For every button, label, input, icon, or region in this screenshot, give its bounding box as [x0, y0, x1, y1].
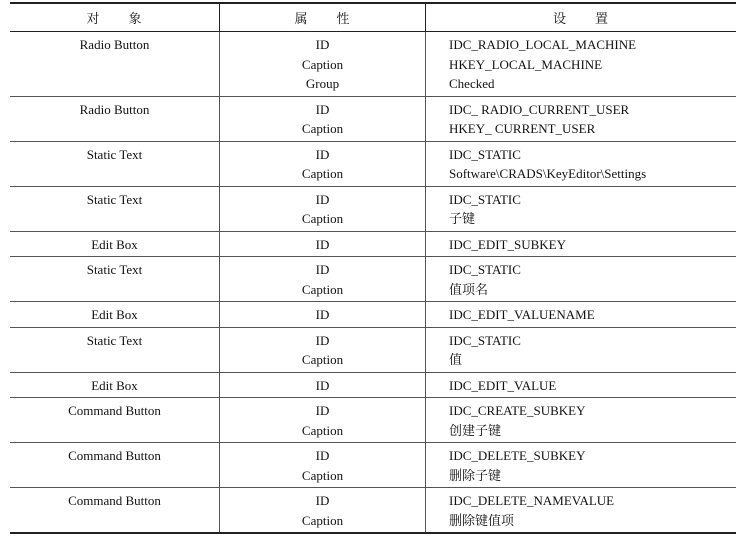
object-cell: [10, 443, 220, 488]
attribute-cell: [220, 257, 426, 302]
attribute-cell: [220, 186, 426, 231]
header-attribute: 属 性: [220, 3, 426, 32]
attribute-cell: [220, 231, 426, 257]
attribute-cell: [220, 32, 426, 97]
attribute-name: ID: [315, 448, 330, 463]
setting-cell: [426, 96, 737, 141]
attribute-name: ID: [315, 377, 330, 393]
attribute-name: Caption: [301, 281, 344, 297]
setting-cell: [426, 231, 737, 257]
object-name: Static Text: [86, 262, 143, 277]
object-cell: [10, 141, 220, 186]
attribute-name: Caption: [301, 211, 344, 226]
attribute-cell: [220, 327, 426, 372]
attribute-cell: [220, 302, 426, 328]
setting-value: IDC_STATIC: [449, 332, 521, 348]
setting-value: IDC_STATIC: [449, 262, 521, 277]
table-row: [10, 488, 736, 534]
setting-value: HKEY_LOCAL_MACHINE: [449, 56, 603, 72]
attribute-name: ID: [315, 236, 330, 252]
setting-cell: [426, 141, 737, 186]
attribute-name: ID: [315, 307, 330, 322]
setting-value: Checked: [449, 76, 495, 91]
setting-cell: [426, 443, 737, 488]
attribute-name: Caption: [301, 422, 344, 438]
object-cell: [10, 186, 220, 231]
attribute-name: Caption: [301, 512, 344, 528]
setting-cell: [426, 257, 737, 302]
setting-value: IDC_DELETE_SUBKEY: [449, 448, 586, 463]
header-row: [10, 3, 736, 32]
table-row: [10, 443, 736, 488]
object-name: Radio Button: [79, 37, 150, 52]
table-body: [10, 32, 736, 534]
object-name: Radio Button: [79, 101, 150, 117]
attribute-name: ID: [315, 146, 330, 162]
table-header: [10, 3, 736, 32]
setting-value: IDC_STATIC: [449, 191, 521, 207]
table-row: [10, 398, 736, 443]
header-object: 对 象: [10, 3, 220, 32]
table-row: [10, 372, 736, 398]
object-name: Command Button: [68, 403, 161, 418]
object-name: Static Text: [86, 146, 143, 162]
setting-value: IDC_EDIT_SUBKEY: [449, 236, 566, 252]
attribute-name: ID: [315, 493, 330, 508]
setting-value: 值项名: [449, 281, 489, 297]
setting-value: IDC_STATIC: [449, 146, 521, 162]
table-row: [10, 327, 736, 372]
control-settings-table-container: [10, 2, 736, 534]
setting-cell: [426, 302, 737, 328]
object-cell: [10, 327, 220, 372]
attribute-name: ID: [315, 403, 330, 418]
object-cell: [10, 257, 220, 302]
object-cell: [10, 32, 220, 97]
setting-cell: [426, 186, 737, 231]
object-name: Static Text: [86, 332, 143, 348]
attribute-name: Caption: [301, 166, 344, 181]
attribute-name: ID: [315, 37, 330, 52]
attribute-cell: [220, 96, 426, 141]
setting-value: IDC_ RADIO_CURRENT_USER: [449, 101, 630, 117]
table-row: [10, 141, 736, 186]
object-cell: [10, 372, 220, 398]
attribute-name: ID: [315, 332, 330, 348]
setting-value: 删除键值项: [449, 512, 515, 528]
setting-value: IDC_RADIO_LOCAL_MACHINE: [449, 37, 637, 52]
object-cell: [10, 398, 220, 443]
attribute-cell: [220, 443, 426, 488]
setting-value: Software\CRADS\KeyEditor\Settings: [449, 166, 647, 181]
setting-value: 子键: [449, 211, 476, 226]
attribute-cell: [220, 141, 426, 186]
table-row: [10, 302, 736, 328]
object-cell: [10, 96, 220, 141]
object-name: Edit Box: [91, 307, 138, 322]
attribute-cell: [220, 372, 426, 398]
attribute-name: ID: [315, 262, 330, 277]
attribute-name: Group: [305, 76, 340, 91]
object-name: Static Text: [86, 191, 143, 207]
attribute-name: Caption: [301, 121, 344, 136]
object-name: Command Button: [68, 448, 161, 463]
control-settings-table: [10, 2, 736, 534]
setting-cell: [426, 32, 737, 97]
attribute-cell: [220, 488, 426, 534]
attribute-name: Caption: [301, 56, 344, 72]
table-row: [10, 231, 736, 257]
object-cell: [10, 302, 220, 328]
table-row: [10, 257, 736, 302]
attribute-name: Caption: [301, 352, 344, 367]
setting-cell: [426, 398, 737, 443]
setting-value: 值: [449, 352, 463, 367]
object-name: Edit Box: [91, 377, 138, 393]
attribute-cell: [220, 398, 426, 443]
object-name: Command Button: [68, 493, 161, 508]
setting-cell: [426, 488, 737, 534]
attribute-name: ID: [315, 191, 330, 207]
setting-value: IDC_EDIT_VALUENAME: [449, 307, 595, 322]
attribute-name: Caption: [301, 467, 344, 483]
table-row: [10, 96, 736, 141]
object-cell: [10, 488, 220, 534]
header-setting: 设 置: [426, 3, 737, 32]
setting-value: IDC_EDIT_VALUE: [449, 377, 557, 393]
setting-value: 创建子键: [449, 422, 502, 438]
setting-value: IDC_DELETE_NAMEVALUE: [449, 493, 615, 508]
setting-value: IDC_CREATE_SUBKEY: [449, 403, 586, 418]
setting-value: 删除子键: [449, 467, 502, 483]
setting-cell: [426, 372, 737, 398]
setting-value: HKEY_ CURRENT_USER: [449, 121, 596, 136]
attribute-name: ID: [315, 101, 330, 117]
setting-cell: [426, 327, 737, 372]
object-name: Edit Box: [91, 236, 138, 252]
table-row: [10, 186, 736, 231]
table-row: [10, 32, 736, 97]
object-cell: [10, 231, 220, 257]
